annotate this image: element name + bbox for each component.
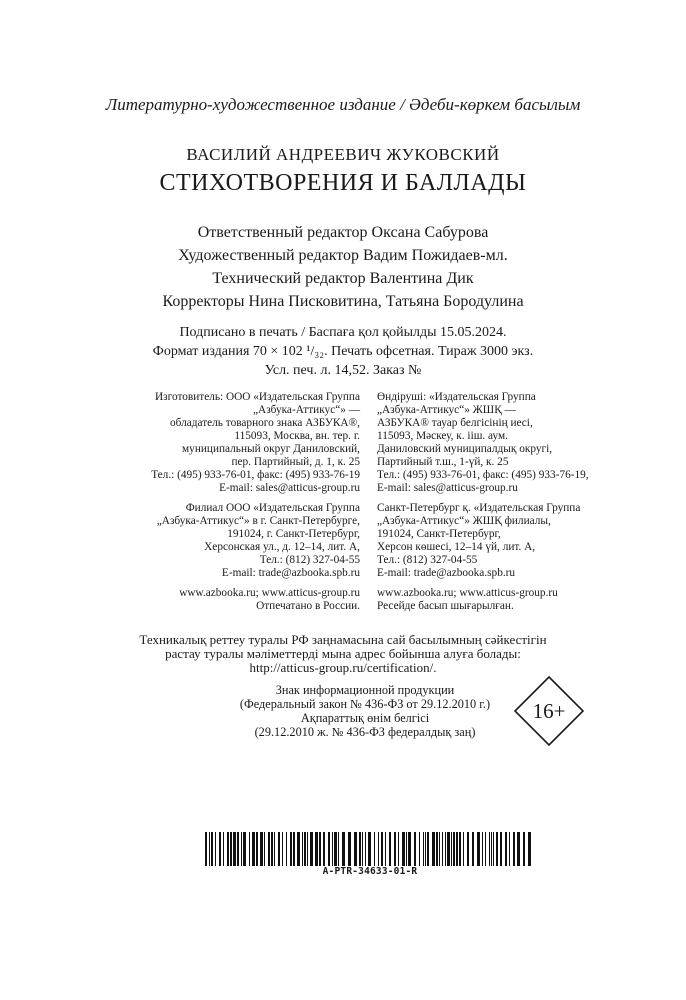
address-line: www.azbooka.ru; www.atticus-group.ru bbox=[377, 587, 558, 599]
barcode-bar bbox=[378, 832, 379, 866]
barcode-bar bbox=[447, 832, 450, 866]
certification-note bbox=[0, 633, 686, 675]
address-line: Херсон көшесі, 12–14 үй, лит. А, bbox=[377, 541, 536, 553]
manufacturer-block bbox=[377, 391, 637, 495]
address-line: E-mail: sales@atticus-group.ru bbox=[219, 482, 360, 494]
information-product-sign bbox=[220, 683, 510, 739]
address-line: 191024, Санкт-Петербург, bbox=[377, 528, 501, 540]
barcode-bar bbox=[385, 832, 386, 866]
barcode-bar bbox=[354, 832, 357, 866]
print-info bbox=[0, 323, 686, 380]
barcode-bar bbox=[402, 832, 405, 866]
sign-line: (29.12.2010 ж. № 436-ФЗ федералдық заң) bbox=[254, 725, 476, 739]
barcode-bar bbox=[278, 832, 280, 866]
branch-block bbox=[377, 502, 637, 580]
web-block bbox=[377, 587, 637, 613]
address-line: Отпечатано в России. bbox=[256, 600, 360, 612]
address-line: „Азбука-Аттикус“» ЖШҚ — bbox=[377, 404, 516, 416]
editor-line: Ответственный редактор Оксана Сабурова bbox=[197, 224, 489, 241]
address-line: обладатель товарного знака АЗБУКА®, bbox=[169, 417, 360, 429]
barcode-bar bbox=[485, 832, 486, 866]
address-line: E-mail: trade@azbooka.spb.ru bbox=[377, 567, 516, 579]
barcode-bar bbox=[425, 832, 426, 866]
barcode-bar bbox=[260, 832, 263, 866]
barcode-bar bbox=[436, 832, 438, 866]
address-line: Тел.: (495) 933-76-01, факс: (495) 933-76-19, bbox=[377, 469, 589, 481]
barcode-bar bbox=[414, 832, 416, 866]
barcode-bar bbox=[211, 832, 213, 866]
barcode-bar bbox=[328, 832, 330, 866]
barcode-bar bbox=[489, 832, 490, 866]
address-line: пер. Партийный, д. 1, к. 25 bbox=[231, 456, 360, 468]
print-info-line: Усл. печ. л. 14,52. Заказ № bbox=[264, 363, 422, 378]
barcode-bar bbox=[332, 832, 333, 866]
branch-block bbox=[110, 502, 360, 580]
barcode-bar bbox=[456, 832, 458, 866]
barcode-bar bbox=[315, 832, 318, 866]
barcode-bar bbox=[477, 832, 480, 866]
barcode-bar bbox=[368, 832, 371, 866]
barcode-bar bbox=[496, 832, 498, 866]
barcode-bar bbox=[432, 832, 435, 866]
barcode-bar bbox=[293, 832, 295, 866]
barcode-bar bbox=[219, 832, 221, 866]
barcode-bar bbox=[513, 832, 515, 866]
barcode-bar bbox=[408, 832, 411, 866]
barcode-bar bbox=[389, 832, 391, 866]
editor-line: Технический редактор Валентина Дик bbox=[212, 270, 474, 287]
sign-line: (Федеральный закон № 436-ФЗ от 29.12.2010 г.) bbox=[239, 697, 491, 711]
barcode-bar bbox=[419, 832, 420, 866]
barcode-bar bbox=[243, 832, 246, 866]
barcode-bar bbox=[304, 832, 306, 866]
barcode-bar bbox=[205, 832, 207, 866]
barcode-bar bbox=[290, 832, 292, 866]
barcode-bar bbox=[493, 832, 494, 866]
barcode-icon bbox=[205, 832, 535, 866]
address-line: АЗБУКА® тауар белгісінің иесі, bbox=[377, 417, 533, 429]
barcode-bar bbox=[282, 832, 283, 866]
barcode-bar bbox=[517, 832, 520, 866]
barcode-bar bbox=[505, 832, 507, 866]
barcode-bar bbox=[286, 832, 287, 866]
address-line: Санкт-Петербург қ. «Издательская Группа bbox=[377, 502, 581, 514]
address-line: Тел.: (495) 933-76-01, факс: (495) 933-76-19 bbox=[151, 469, 360, 481]
barcode-bar bbox=[264, 832, 265, 866]
barcode-bar bbox=[209, 832, 210, 866]
certification-line: Техникалық реттеу туралы РФ заңнамасына сай басылымның сәйкестігін bbox=[139, 632, 547, 647]
barcode-bar bbox=[342, 832, 345, 866]
publisher-info-russian bbox=[110, 391, 360, 620]
barcode-bar bbox=[274, 832, 275, 866]
barcode-bar bbox=[223, 832, 224, 866]
barcode-bar bbox=[394, 832, 396, 866]
barcode-bar bbox=[348, 832, 351, 866]
address-line: „Азбука-Аттикус“» в г. Санкт-Петербурге, bbox=[156, 515, 360, 527]
barcode-bar bbox=[334, 832, 337, 866]
barcode-bar bbox=[442, 832, 443, 866]
address-line: Тел.: (812) 327-04-55 bbox=[377, 554, 478, 566]
address-line: Өндіруші: «Издательская Группа bbox=[377, 391, 536, 403]
address-line: Изготовитель: ООО «Издательская Группа bbox=[154, 391, 360, 403]
barcode-bar bbox=[227, 832, 229, 866]
barcode-bar bbox=[453, 832, 455, 866]
barcode-bar bbox=[307, 832, 308, 866]
barcode-bar bbox=[319, 832, 321, 866]
barcode-bar bbox=[249, 832, 250, 866]
barcode-bar bbox=[310, 832, 313, 866]
address-line: Филиал ООО «Издательская Группа bbox=[185, 502, 360, 514]
address-line: Херсонская ул., д. 12–14, лит. А, bbox=[204, 541, 360, 553]
barcode-bar bbox=[241, 832, 242, 866]
barcode-bar bbox=[271, 832, 273, 866]
barcode-bar bbox=[365, 832, 366, 866]
barcode-bar bbox=[381, 832, 383, 866]
book-title: СТИХОТВОРЕНИЯ И БАЛЛАДЫ bbox=[159, 170, 527, 196]
address-line: „Азбука-Аттикус“» ЖШҚ филиалы, bbox=[377, 515, 551, 527]
barcode-bar bbox=[323, 832, 325, 866]
barcode-bar bbox=[528, 832, 531, 866]
manufacturer-block bbox=[110, 391, 360, 495]
barcode-bar bbox=[482, 832, 483, 866]
barcode-bar bbox=[509, 832, 510, 866]
address-line: муниципальный округ Даниловский, bbox=[182, 443, 360, 455]
barcode-bar bbox=[252, 832, 255, 866]
barcode-bar bbox=[374, 832, 375, 866]
barcode-bar bbox=[445, 832, 446, 866]
barcode-bar bbox=[237, 832, 239, 866]
barcode-bar bbox=[451, 832, 452, 866]
address-line: 115093, Москва, вн. тер. г. bbox=[234, 430, 360, 442]
barcode-bar bbox=[338, 832, 339, 866]
barcode-bar bbox=[500, 832, 502, 866]
barcode-bar bbox=[439, 832, 440, 866]
sign-line: Ақпараттық өнім белгісі bbox=[300, 711, 430, 725]
barcode-bar bbox=[398, 832, 399, 866]
barcode-text: A-PTR-34633-01-R bbox=[322, 866, 418, 877]
barcode-bar bbox=[362, 832, 363, 866]
barcode-bar bbox=[230, 832, 232, 866]
address-line: www.azbooka.ru; www.atticus-group.ru bbox=[179, 587, 360, 599]
print-info-line: Формат издания 70 × 102 ¹/₃₂. Печать офсетная. Тираж 3000 экз. bbox=[152, 344, 534, 359]
author-name: ВАСИЛИЙ АНДРЕЕВИЧ ЖУКОВСКИЙ bbox=[186, 145, 500, 164]
web-block bbox=[110, 587, 360, 613]
barcode-bar bbox=[233, 832, 236, 866]
editor-line: Корректоры Нина Писковитина, Татьяна Бородулина bbox=[162, 293, 524, 310]
publisher-info-kazakh bbox=[377, 391, 637, 620]
age-rating-badge bbox=[514, 676, 584, 746]
barcode-bar bbox=[523, 832, 525, 866]
barcode-bar bbox=[297, 832, 300, 866]
age-rating-text: 16+ bbox=[532, 699, 566, 723]
editors-list bbox=[0, 221, 686, 313]
barcode-bar bbox=[423, 832, 424, 866]
address-line: 191024, г. Санкт-Петербург, bbox=[227, 528, 360, 540]
barcode-bar bbox=[215, 832, 216, 866]
barcode-bar bbox=[459, 832, 461, 866]
address-line: Даниловский муниципалдық округі, bbox=[377, 443, 553, 455]
certification-line: растау туралы мәліметтерді мына адрес бойынша алуға болады: bbox=[165, 646, 521, 661]
edition-genre: Литературно-художественное издание / Әдеби-көркем басылым bbox=[105, 95, 581, 114]
barcode-bar bbox=[467, 832, 469, 866]
address-line: 115093, Мәскеу, к. ііш. аум. bbox=[377, 430, 508, 442]
print-info-line: Подписано в печать / Баспаға қол қойылды 15.05.2024. bbox=[179, 325, 507, 340]
editor-line: Художественный редактор Вадим Пожидаев-мл. bbox=[178, 247, 508, 264]
address-line: E-mail: trade@azbooka.spb.ru bbox=[221, 567, 360, 579]
barcode-bar bbox=[472, 832, 474, 866]
barcode-bar bbox=[359, 832, 361, 866]
barcode-bar bbox=[491, 832, 492, 866]
barcode-bar bbox=[302, 832, 303, 866]
barcode-bar bbox=[463, 832, 464, 866]
barcode-bar bbox=[268, 832, 270, 866]
address-line: E-mail: sales@atticus-group.ru bbox=[377, 482, 518, 494]
address-line: Тел.: (812) 327-04-55 bbox=[259, 554, 360, 566]
address-line: „Азбука-Аттикус“» — bbox=[253, 404, 360, 416]
barcode-bar bbox=[256, 832, 258, 866]
barcode-bar bbox=[406, 832, 407, 866]
address-line: Ресейде басып шығарылған. bbox=[377, 600, 514, 612]
certification-line: http://atticus-group.ru/certification/. bbox=[249, 660, 437, 675]
sign-line: Знак информационной продукции bbox=[275, 683, 455, 697]
barcode-bar bbox=[427, 832, 429, 866]
address-line: Партийный т.ш., 1-үй, к. 25 bbox=[377, 456, 509, 468]
